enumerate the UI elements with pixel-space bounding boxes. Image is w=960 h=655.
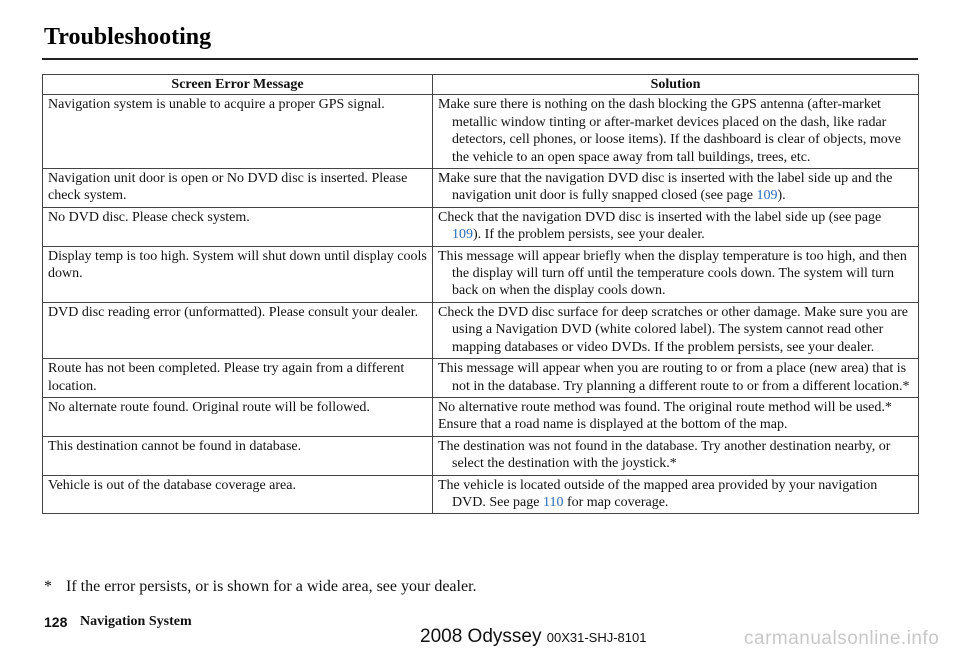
solution-text: Check that the navigation DVD disc is inserted with the label side up (see page [438,209,882,225]
table-row [43,95,919,169]
error-message-cell: No DVD disc. Please check system. [43,207,433,246]
error-message-cell: This destination cannot be found in database. [43,436,433,475]
solution-cell [433,246,919,302]
table-row [43,359,919,398]
title-divider [42,58,918,60]
table-row [43,246,919,302]
solution-cell [433,302,919,358]
model-name: 2008 Odyssey [420,626,542,647]
section-name: Navigation System [80,614,192,629]
troubleshooting-table [42,74,919,514]
solution-text: This message will appear briefly when the display temperature is too high, and then the display will turn off until the temperature cools down. The system will turn back on when the display cools down. [438,248,907,299]
solution-text: Check the DVD disc surface for deep scratches or other damage. Make sure you are using a Navigation DVD (white colored label). The system cannot read other mapping databases or video DVDs. If the problem persists, see your dealer. [438,304,908,355]
table-row [43,475,919,514]
error-message-cell: DVD disc reading error (unformatted). Please consult your dealer. [43,302,433,358]
page-title: Troubleshooting [44,24,212,50]
solution-extra-text: Ensure that a road name is displayed at the bottom of the map. [438,417,788,433]
solution-cell [433,359,919,398]
column-header-message: Screen Error Message [43,75,433,95]
table-row [43,302,919,358]
column-header-solution: Solution [433,75,919,95]
solution-text-end: for map coverage. [563,494,669,510]
solution-cell [433,207,919,246]
footnote-marker: * [44,578,52,595]
solution-text-end: ). If the problem persists, see your dealer. [473,227,705,243]
table-row [43,207,919,246]
model-code: 00X31-SHJ-8101 [546,630,647,645]
error-message-cell: Display temp is too high. System will shut down until display cools down. [43,246,433,302]
error-message-cell: No alternate route found. Original route will be followed. [43,397,433,436]
error-message-cell: Vehicle is out of the database coverage area. [43,475,433,514]
solution-cell [433,475,919,514]
page-number: 128 [44,614,68,630]
solution-cell [433,169,919,208]
table-row [43,436,919,475]
solution-text: The vehicle is located outside of the mapped area provided by your navigation DVD. See page [438,477,878,510]
solution-text-end: ). [777,188,786,204]
table-header-row [43,75,919,95]
solution-text: The destination was not found in the database. Try another destination nearby, or select the destination with the joystick.* [438,438,891,472]
table-row [43,397,919,436]
error-message-cell: Navigation unit door is open or No DVD disc is inserted. Please check system. [43,169,433,208]
page-link[interactable]: 110 [542,494,564,510]
error-message-cell: Navigation system is unable to acquire a proper GPS signal. [43,95,433,169]
table-row [43,169,919,208]
error-message-cell: Route has not been completed. Please try again from a different location. [43,359,433,398]
solution-cell [433,436,919,475]
page-link[interactable]: 109 [452,227,473,243]
solution-text: This message will appear when you are routing to or from a place (new area) that is not in the database. Try planning a different route to or from a different location.* [438,361,910,394]
solution-text: Make sure that the navigation DVD disc is inserted with the label side up and the navigation unit door is fully snapped closed (see page [438,171,893,204]
solution-cell [433,95,919,169]
solution-cell [433,397,919,436]
watermark: carmanualsonline.info [744,628,940,649]
page-link[interactable]: 109 [756,188,778,204]
model-label [420,626,646,648]
footnote-text: If the error persists, or is shown for a wide area, see your dealer. [66,578,477,595]
footnote [44,578,477,596]
solution-text: No alternative route method was found. The original route method will be used.* [438,399,892,415]
solution-text: Make sure there is nothing on the dash blocking the GPS antenna (after-market metallic window tinting or after-market devices placed on the dash, like radar detectors, cell phones, or loose items). If the dashboard is clear of objects, move the vehicle to an open space away from tall buildings, trees, etc. [438,97,902,165]
